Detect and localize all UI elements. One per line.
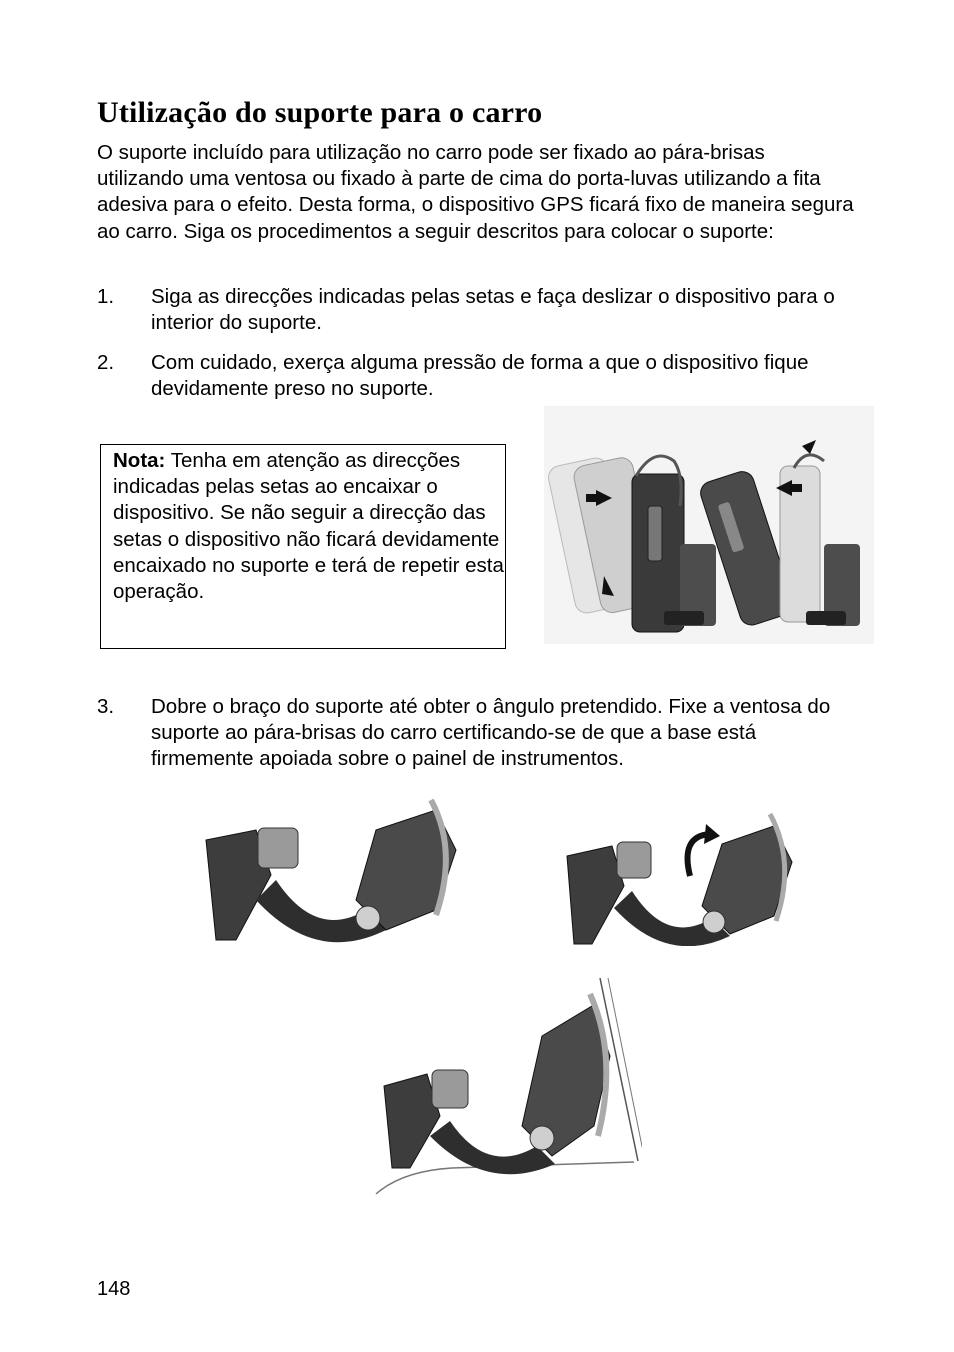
step-number: 3. bbox=[97, 695, 115, 718]
note-text bbox=[113, 448, 505, 605]
step-text: Dobre o braço do suporte até obter o ângulo pretendido. Fixe a ventosa do suporte ao pára-brisas do carro certificando-se de que a base está firmemente apoiada sobre o painel de instrumentos. bbox=[151, 695, 831, 771]
note-body: Tenha em atenção as direcções indicadas pelas setas ao encaixar o dispositivo. Se não seguir a direcção das setas o dispositivo não ficará devidamente encaixado no suporte e terá de repetir esta operação. bbox=[113, 449, 504, 604]
step-number: 1. bbox=[97, 285, 115, 308]
mount-on-windshield-illustration bbox=[372, 976, 642, 1196]
cradle-insertion-illustration bbox=[544, 406, 874, 644]
mount-arm-rotate-illustration bbox=[562, 806, 802, 946]
page-number: 148 bbox=[97, 1278, 131, 1300]
step-number: 2. bbox=[97, 351, 115, 374]
section-title: Utilização do suporte para o carro bbox=[97, 96, 543, 129]
step-text: Com cuidado, exerça alguma pressão de forma a que o dispositivo fique devidamente preso no suporte. bbox=[151, 351, 809, 401]
note-box bbox=[100, 444, 506, 649]
note-label: Nota: bbox=[113, 449, 166, 472]
mount-arm-illustration bbox=[196, 790, 468, 945]
intro-paragraph: O suporte incluído para utilização no carro pode ser fixado ao pára-brisas utilizando uma ventosa ou fixado à parte de cima do porta-luvas utilizando a fita adesiva para o efeito. Desta forma, o dispositivo GPS ficará fixo de maneira segura ao carro. Siga os procedimentos a seguir descritos para colocar o suporte: bbox=[97, 141, 854, 243]
step-text: Siga as direcções indicadas pelas setas e faça deslizar o dispositivo para o interior do suporte. bbox=[151, 285, 835, 335]
